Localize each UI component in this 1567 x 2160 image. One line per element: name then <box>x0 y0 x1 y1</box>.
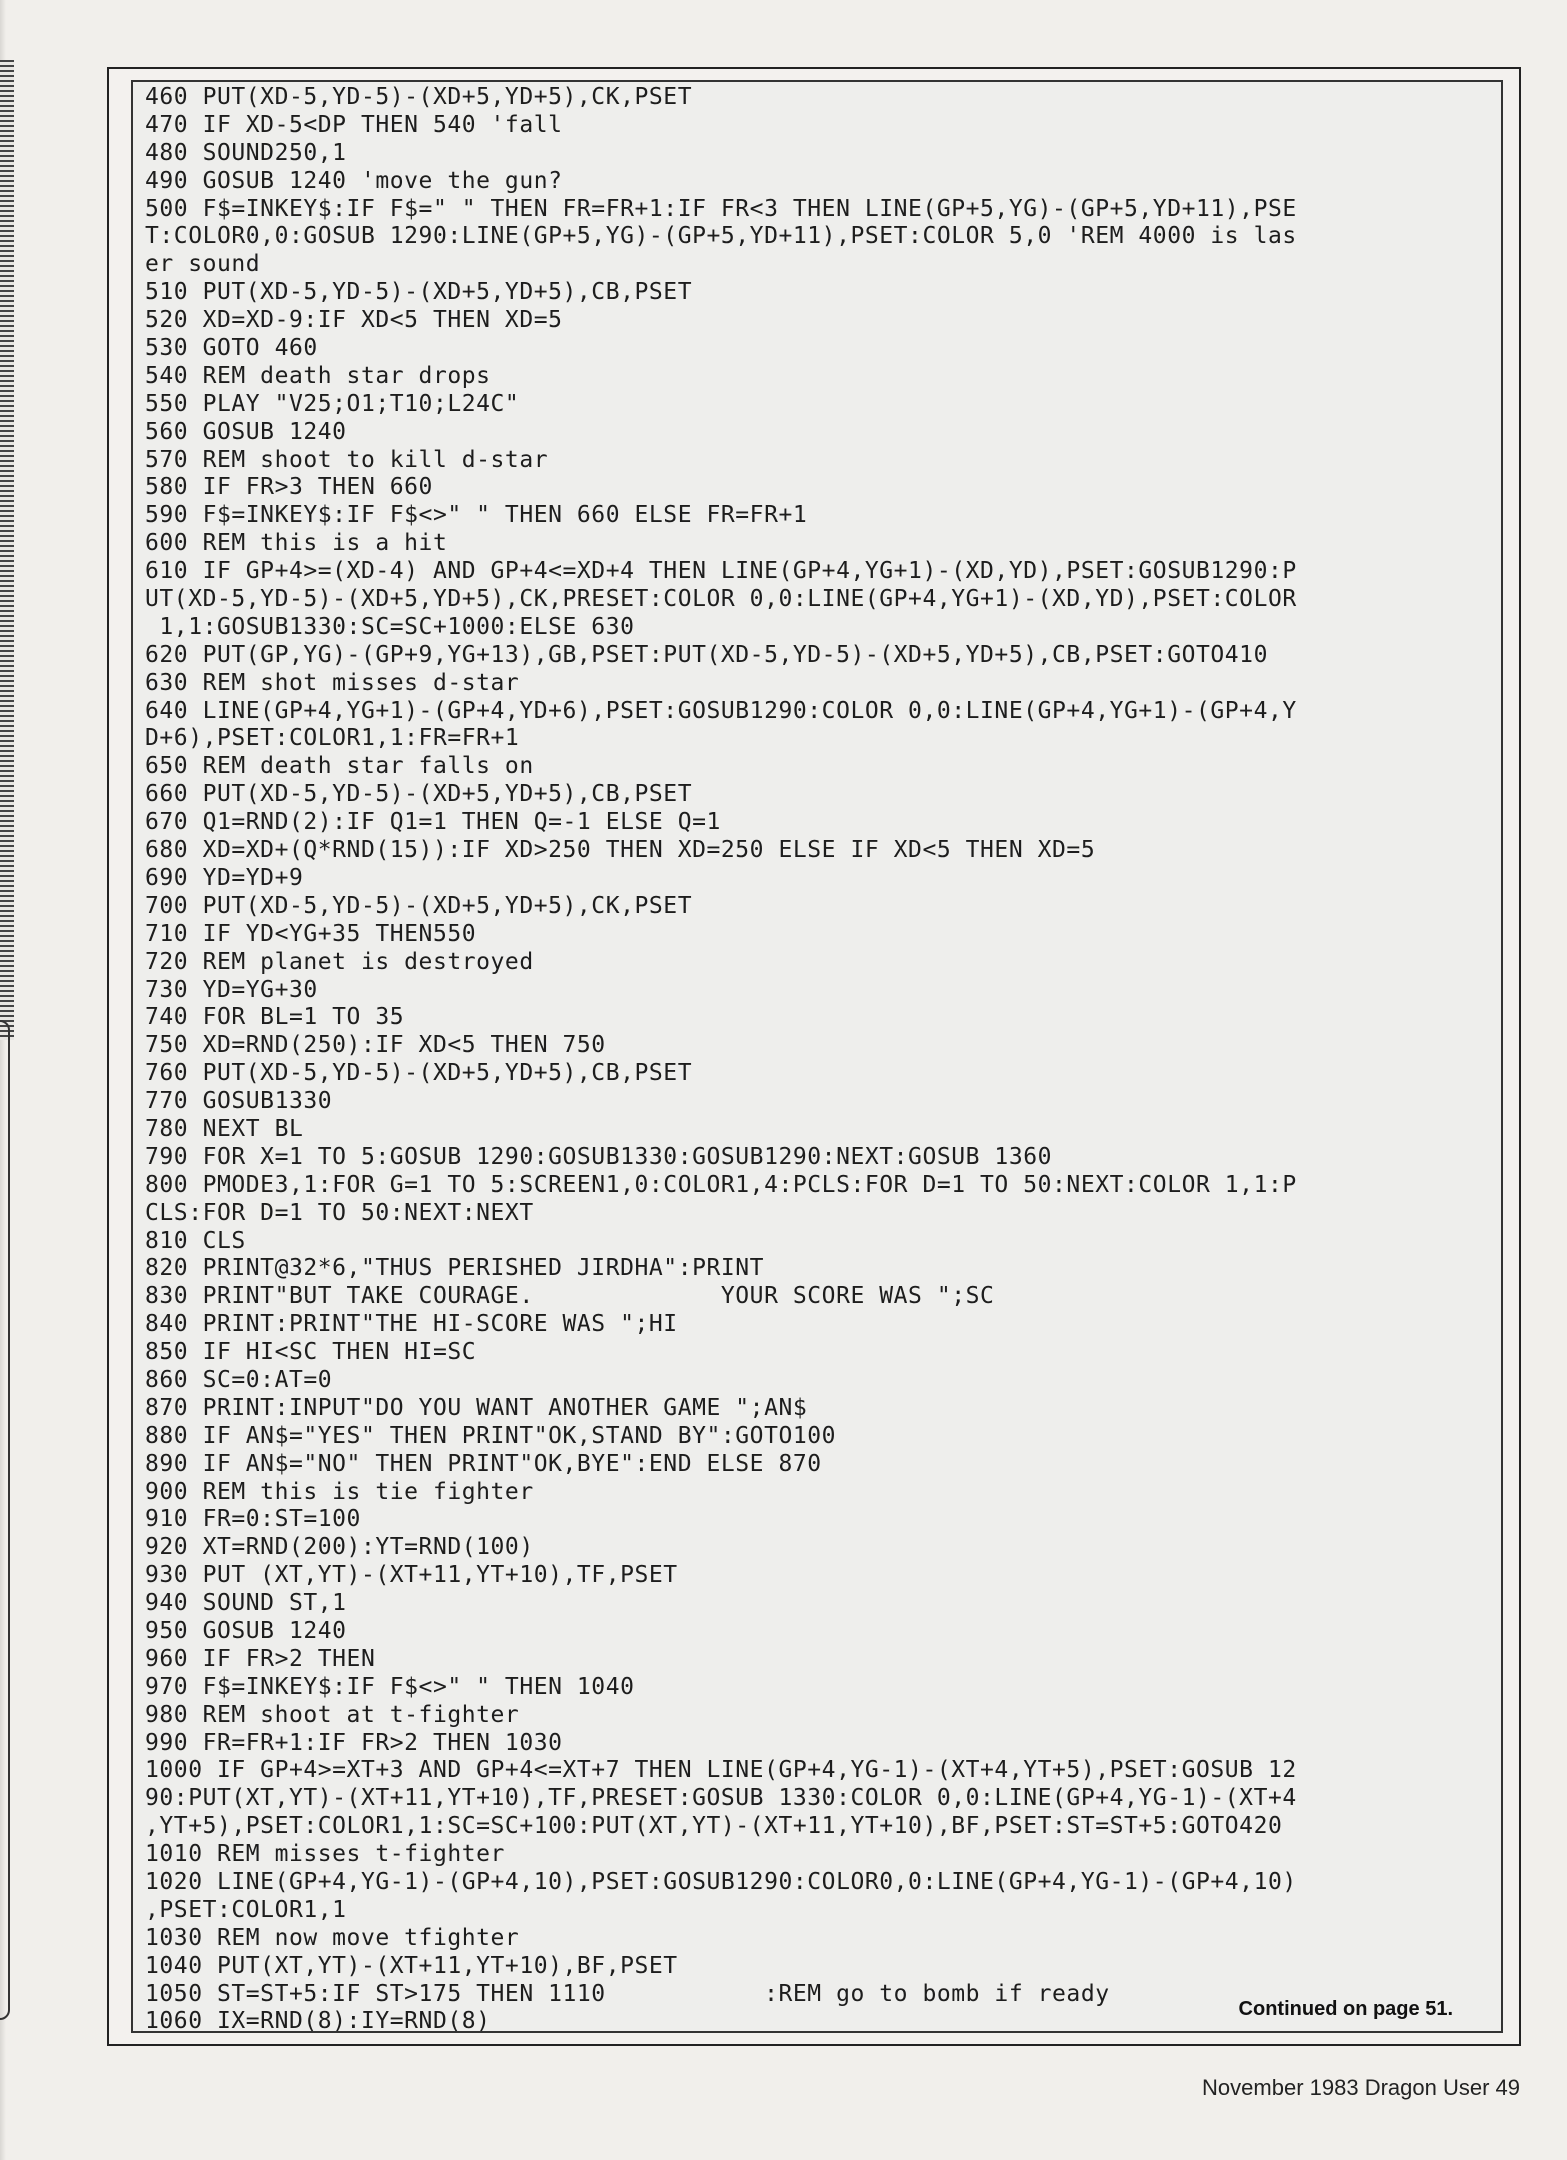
code-line: 840 PRINT:PRINT"THE HI-SCORE WAS ";HI <box>145 1311 678 1338</box>
code-line: 1020 LINE(GP+4,YG-1)-(GP+4,10),PSET:GOSUB1290:COLOR0,0:LINE(GP+4,YG-1)-(GP+4,10) <box>145 1869 1297 1895</box>
code-line: 980 REM shoot at t-fighter <box>145 1701 520 1728</box>
code-line: 1040 PUT(XT,YT)-(XT+11,YT+10),BF,PSET <box>145 1952 678 1979</box>
code-line: 720 REM planet is destroyed <box>145 948 534 975</box>
code-line: 920 XT=RND(200):YT=RND(100) <box>145 1534 534 1561</box>
code-line: ,YT+5),PSET:COLOR1,1:SC=SC+100:PUT(XT,YT)-(XT+11,YT+10),BF,PSET:ST=ST+5:GOTO420 <box>145 1813 1283 1840</box>
code-line: 600 REM this is a hit <box>145 530 448 557</box>
code-line: 550 PLAY "V25;O1;T10;L24C" <box>145 390 520 417</box>
code-line: 500 F$=INKEY$:IF F$=" " THEN FR=FR+1:IF FR<3 THEN LINE(GP+5,YG)-(GP+5,YD+11),PSE <box>145 195 1297 222</box>
code-line: 910 FR=0:ST=100 <box>145 1506 361 1533</box>
code-line: 970 F$=INKEY$:IF F$<>" " THEN 1040 <box>145 1673 635 1700</box>
code-line: 700 PUT(XD-5,YD-5)-(XD+5,YD+5),CK,PSET <box>145 892 693 919</box>
code-line: 790 FOR X=1 TO 5:GOSUB 1290:GOSUB1330:GOSUB1290:NEXT:GOSUB 1360 <box>145 1143 1053 1170</box>
code-line: 850 IF HI<SC THEN HI=SC <box>145 1339 477 1366</box>
code-line: D+6),PSET:COLOR1,1:FR=FR+1 <box>145 725 520 752</box>
code-line: ,PSET:COLOR1,1 <box>145 1896 347 1923</box>
code-line: 930 PUT (XT,YT)-(XT+11,YT+10),TF,PSET <box>145 1562 678 1589</box>
code-line: 560 GOSUB 1240 <box>145 418 347 445</box>
code-line: 520 XD=XD-9:IF XD<5 THEN XD=5 <box>145 307 563 334</box>
code-line: 740 FOR BL=1 TO 35 <box>145 1004 405 1031</box>
code-line: 810 CLS <box>145 1227 246 1254</box>
code-line: 490 GOSUB 1240 'move the gun? <box>145 167 563 194</box>
code-line: 770 GOSUB1330 <box>145 1088 333 1115</box>
continued-note: Continued on page 51. <box>1238 1998 1453 2020</box>
code-line: 880 IF AN$="YES" THEN PRINT"OK,STAND BY":GOTO100 <box>145 1422 837 1449</box>
code-line: 750 XD=RND(250):IF XD<5 THEN 750 <box>145 1032 606 1059</box>
program-listing-box <box>131 80 1503 2033</box>
code-line: 860 SC=0:AT=0 <box>145 1366 333 1393</box>
code-line: 460 PUT(XD-5,YD-5)-(XD+5,YD+5),CK,PSET <box>145 84 693 110</box>
code-line: 670 Q1=RND(2):IF Q1=1 THEN Q=-1 ELSE Q=1 <box>145 809 721 836</box>
code-line: 660 PUT(XD-5,YD-5)-(XD+5,YD+5),CB,PSET <box>145 781 693 808</box>
code-line: 680 XD=XD+(Q*RND(15)):IF XD>250 THEN XD=250 ELSE IF XD<5 THEN XD=5 <box>145 837 1096 864</box>
code-line: 1010 REM misses t-fighter <box>145 1841 505 1868</box>
code-line: 590 F$=INKEY$:IF F$<>" " THEN 660 ELSE FR=FR+1 <box>145 502 808 529</box>
code-line: 1000 IF GP+4>=XT+3 AND GP+4<=XT+7 THEN LINE(GP+4,YG-1)-(XT+4,YT+5),PSET:GOSUB 12 <box>145 1757 1297 1784</box>
code-line: 730 YD=YG+30 <box>145 976 318 1003</box>
program-listing <box>145 84 1493 2033</box>
code-line: 530 GOTO 460 <box>145 335 318 362</box>
code-line: 510 PUT(XD-5,YD-5)-(XD+5,YD+5),CB,PSET <box>145 279 693 306</box>
code-line: 710 IF YD<YG+35 THEN550 <box>145 920 477 947</box>
code-line: 990 FR=FR+1:IF FR>2 THEN 1030 <box>145 1729 563 1756</box>
code-line: 800 PMODE3,1:FOR G=1 TO 5:SCREEN1,0:COLOR1,4:PCLS:FOR D=1 TO 50:NEXT:COLOR 1,1:P <box>145 1171 1297 1198</box>
code-line: 1,1:GOSUB1330:SC=SC+1000:ELSE 630 <box>145 613 635 640</box>
code-line: 620 PUT(GP,YG)-(GP+9,YG+13),GB,PSET:PUT(XD-5,YD-5)-(XD+5,YD+5),CB,PSET:GOTO410 <box>145 641 1268 668</box>
code-line: 960 IF FR>2 THEN <box>145 1645 376 1672</box>
page-footer: November 1983 Dragon User 49 <box>1202 2075 1520 2100</box>
code-line: 690 YD=YD+9 <box>145 864 304 891</box>
code-line: 570 REM shoot to kill d-star <box>145 446 549 473</box>
code-line: er sound <box>145 251 261 278</box>
code-line: 640 LINE(GP+4,YG+1)-(GP+4,YD+6),PSET:GOSUB1290:COLOR 0,0:LINE(GP+4,YG+1)-(GP+4,Y <box>145 697 1297 724</box>
code-line: UT(XD-5,YD-5)-(XD+5,YD+5),CK,PRESET:COLOR 0,0:LINE(GP+4,YG+1)-(XD,YD),PSET:COLOR <box>145 586 1297 613</box>
code-line: 90:PUT(XT,YT)-(XT+11,YT+10),TF,PRESET:GOSUB 1330:COLOR 0,0:LINE(GP+4,YG-1)-(XT+4 <box>145 1785 1297 1812</box>
adjacent-page-edge <box>0 1020 10 2020</box>
code-line: 610 IF GP+4>=(XD-4) AND GP+4<=XD+4 THEN LINE(GP+4,YG+1)-(XD,YD),PSET:GOSUB1290:P <box>145 558 1297 585</box>
code-line: 630 REM shot misses d-star <box>145 669 520 696</box>
binding-strip <box>0 60 14 1040</box>
code-line: 950 GOSUB 1240 <box>145 1617 347 1644</box>
code-line: 890 IF AN$="NO" THEN PRINT"OK,BYE":END ELSE 870 <box>145 1450 822 1477</box>
code-line: 760 PUT(XD-5,YD-5)-(XD+5,YD+5),CB,PSET <box>145 1060 693 1087</box>
code-line: 820 PRINT@32*6,"THUS PERISHED JIRDHA":PRINT <box>145 1255 765 1282</box>
code-line: 870 PRINT:INPUT"DO YOU WANT ANOTHER GAME ";AN$ <box>145 1394 808 1421</box>
code-line: 470 IF XD-5<DP THEN 540 'fall <box>145 111 563 138</box>
code-line: 1060 IX=RND(8):IY=RND(8) <box>145 2008 491 2033</box>
code-line: T:COLOR0,0:GOSUB 1290:LINE(GP+5,YG)-(GP+5,YD+11),PSET:COLOR 5,0 'REM 4000 is las <box>145 223 1297 250</box>
code-line: 900 REM this is tie fighter <box>145 1478 534 1505</box>
code-line: 1030 REM now move tfighter <box>145 1924 520 1951</box>
code-line: 780 NEXT BL <box>145 1115 304 1142</box>
code-line: CLS:FOR D=1 TO 50:NEXT:NEXT <box>145 1199 534 1226</box>
code-line: 480 SOUND250,1 <box>145 139 347 166</box>
code-line: 940 SOUND ST,1 <box>145 1590 347 1617</box>
code-line: 1050 ST=ST+5:IF ST>175 THEN 1110 :REM go to bomb if ready <box>145 1980 1110 2007</box>
code-line: 580 IF FR>3 THEN 660 <box>145 474 433 501</box>
code-line: 650 REM death star falls on <box>145 753 534 780</box>
code-line: 540 REM death star drops <box>145 362 491 389</box>
code-line: 830 PRINT"BUT TAKE COURAGE. YOUR SCORE WAS ";SC <box>145 1283 995 1310</box>
